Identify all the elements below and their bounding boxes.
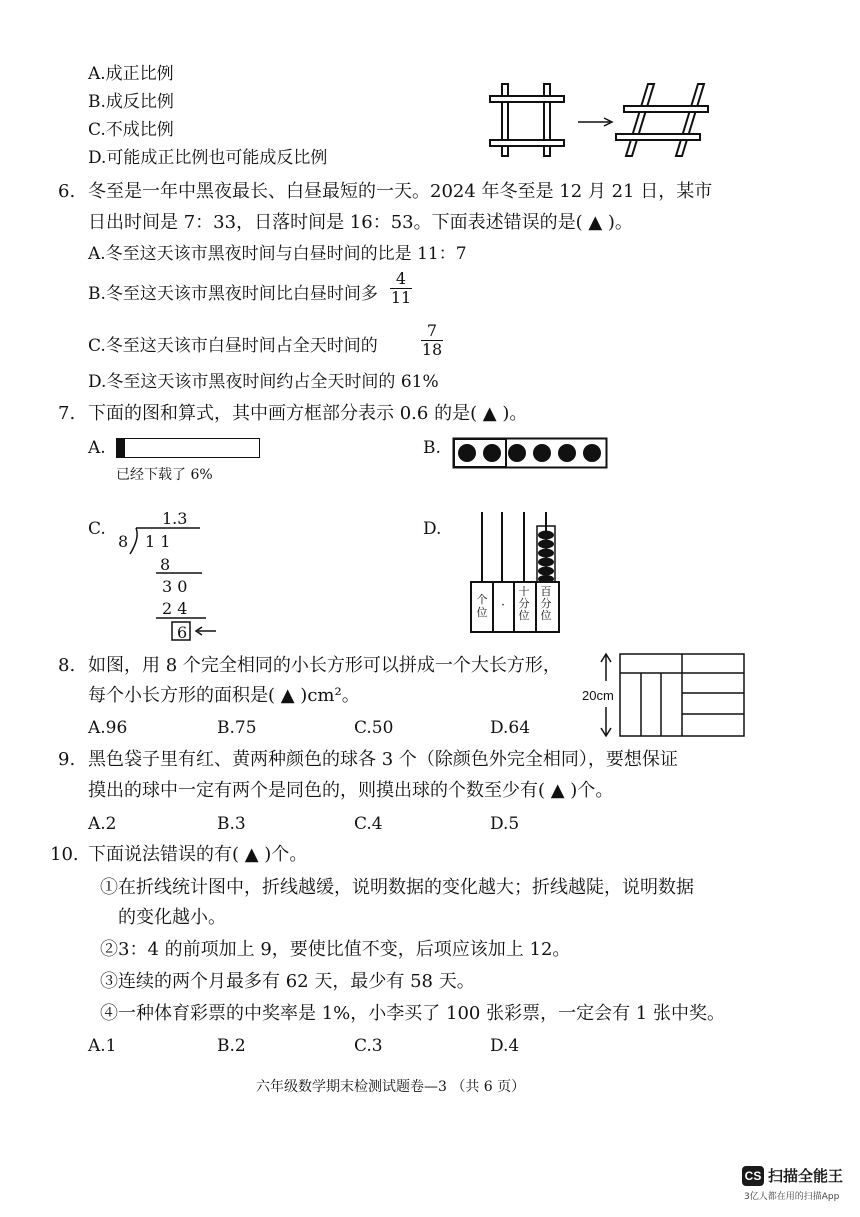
fraction-denominator: 11 (390, 288, 412, 307)
q10-number: 10. (50, 844, 79, 865)
q6-option-b-fraction (390, 270, 412, 307)
q8-option-c: C.50 (354, 718, 394, 738)
q8-option-d: D.64 (490, 718, 531, 738)
q9-stem-line1: 黑色袋子里有红、黄两种颜色的球各 3 个（除颜色外完全相同），要想保证 (88, 749, 678, 770)
q7-dot-boxes (453, 438, 607, 468)
q6-option-c-fraction (421, 322, 443, 359)
fraction-numerator: 4 (390, 270, 412, 289)
q7-division-step2: 3 0 (162, 577, 188, 596)
q6-option-c: C.冬至这天该市白昼时间占全天时间的 (88, 336, 378, 356)
q7-abacus-label-tenths: 十分位 (518, 585, 530, 622)
q8-stem-line2: 每个小长方形的面积是( ▲ )cm²。 (88, 685, 360, 706)
q9-option-d: D.5 (490, 814, 520, 834)
q7-abacus-label-ones: 个位 (476, 593, 488, 619)
q7-abacus-label-hundredths: 百分位 (540, 585, 552, 622)
q5-frame-figure (488, 84, 718, 164)
q10-statement-1-line2: 的变化越小。 (118, 907, 226, 928)
watermark-brand: 扫描全能王 (768, 1167, 844, 1185)
q10-stem: 下面说法错误的有( ▲ )个。 (88, 844, 308, 865)
q5-option-c: C.不成比例 (88, 120, 174, 140)
q9-option-b: B.3 (217, 814, 246, 834)
q8-option-b: B.75 (217, 718, 257, 738)
q5-option-a: A.成正比例 (88, 64, 174, 84)
q7-stem: 下面的图和算式，其中画方框部分表示 0.6 的是( ▲ )。 (88, 403, 528, 424)
q7-download-bar (116, 438, 260, 458)
q10-option-b: B.2 (217, 1036, 246, 1056)
q7-label-b: B. (423, 438, 441, 458)
q5-option-b: B.成反比例 (88, 92, 174, 112)
q7-label-c: C. (88, 519, 106, 539)
q6-option-b: B.冬至这天该市黑夜时间比白昼时间多 (88, 284, 378, 304)
q6-option-a: A.冬至这天该市黑夜时间与白昼时间的比是 11：7 (88, 244, 467, 264)
q10-option-a: A.1 (88, 1036, 117, 1056)
q7-division-divisor: 8 (118, 532, 129, 551)
q7-download-fill (117, 439, 125, 457)
q7-abacus-label-dot: · (501, 598, 505, 612)
q7-division-step3: 2 4 (162, 599, 188, 618)
q7-division-lines (128, 526, 228, 646)
q7-number: 7. (58, 403, 76, 424)
q10-statement-3: ③连续的两个月最多有 62 天，最少有 58 天。 (100, 971, 475, 992)
q10-statement-2: ②3：4 的前项加上 9，要使比值不变，后项应该加上 12。 (100, 939, 571, 960)
q10-option-d: D.4 (490, 1036, 520, 1056)
q8-stem-line1: 如图，用 8 个完全相同的小长方形可以拼成一个大长方形， (88, 655, 561, 676)
q8-number: 8. (58, 655, 76, 676)
q6-option-d: D.冬至这天该市黑夜时间约占全天时间的 61% (88, 372, 439, 392)
watermark-tagline: 3亿人都在用的扫描App (744, 1192, 840, 1202)
q9-number: 9. (58, 749, 76, 770)
page-footer: 六年级数学期末检测试题卷—3 （共 6 页） (256, 1079, 526, 1095)
q6-number: 6. (58, 181, 76, 202)
q7-label-d: D. (423, 519, 442, 539)
fraction-denominator: 18 (421, 340, 443, 359)
cs-logo-icon: CS (742, 1166, 764, 1186)
q9-option-a: A.2 (88, 814, 117, 834)
scanner-watermark (742, 1166, 852, 1206)
q6-stem-line1: 冬至是一年中黑夜最长、白昼最短的一天。2024 年冬至是 12 月 21 日，某市 (88, 181, 713, 202)
q7-caption-a: 已经下载了 6% (116, 467, 213, 483)
q10-statement-1-line1: ①在折线统计图中，折线越缓，说明数据的变化越大；折线越陡，说明数据 (100, 877, 694, 898)
q10-statement-4: ④一种体育彩票的中奖率是 1%，小李买了 100 张彩票，一定会有 1 张中奖。 (100, 1003, 725, 1024)
q8-option-a: A.96 (88, 718, 128, 738)
q10-option-c: C.3 (354, 1036, 383, 1056)
q8-dimension-label: 20cm (582, 688, 614, 703)
q7-division-dividend: 1 1 (145, 532, 171, 551)
q7-division-step1: 8 (160, 555, 171, 574)
q7-label-a: A. (88, 438, 106, 458)
fraction-numerator: 7 (421, 322, 443, 341)
q9-option-c: C.4 (354, 814, 383, 834)
q6-stem-line2: 日出时间是 7：33，日落时间是 16：53。下面表述错误的是( ▲ )。 (88, 212, 633, 233)
q9-stem-line2: 摸出的球中一定有两个是同色的，则摸出球的个数至少有( ▲ )个。 (88, 780, 614, 801)
q8-rectangle-figure (598, 653, 748, 737)
q7-division-remainder: 6 (177, 623, 188, 642)
q7-division-quotient: 1.3 (162, 509, 188, 528)
q5-option-d: D.可能成正比例也可能成反比例 (88, 148, 328, 168)
